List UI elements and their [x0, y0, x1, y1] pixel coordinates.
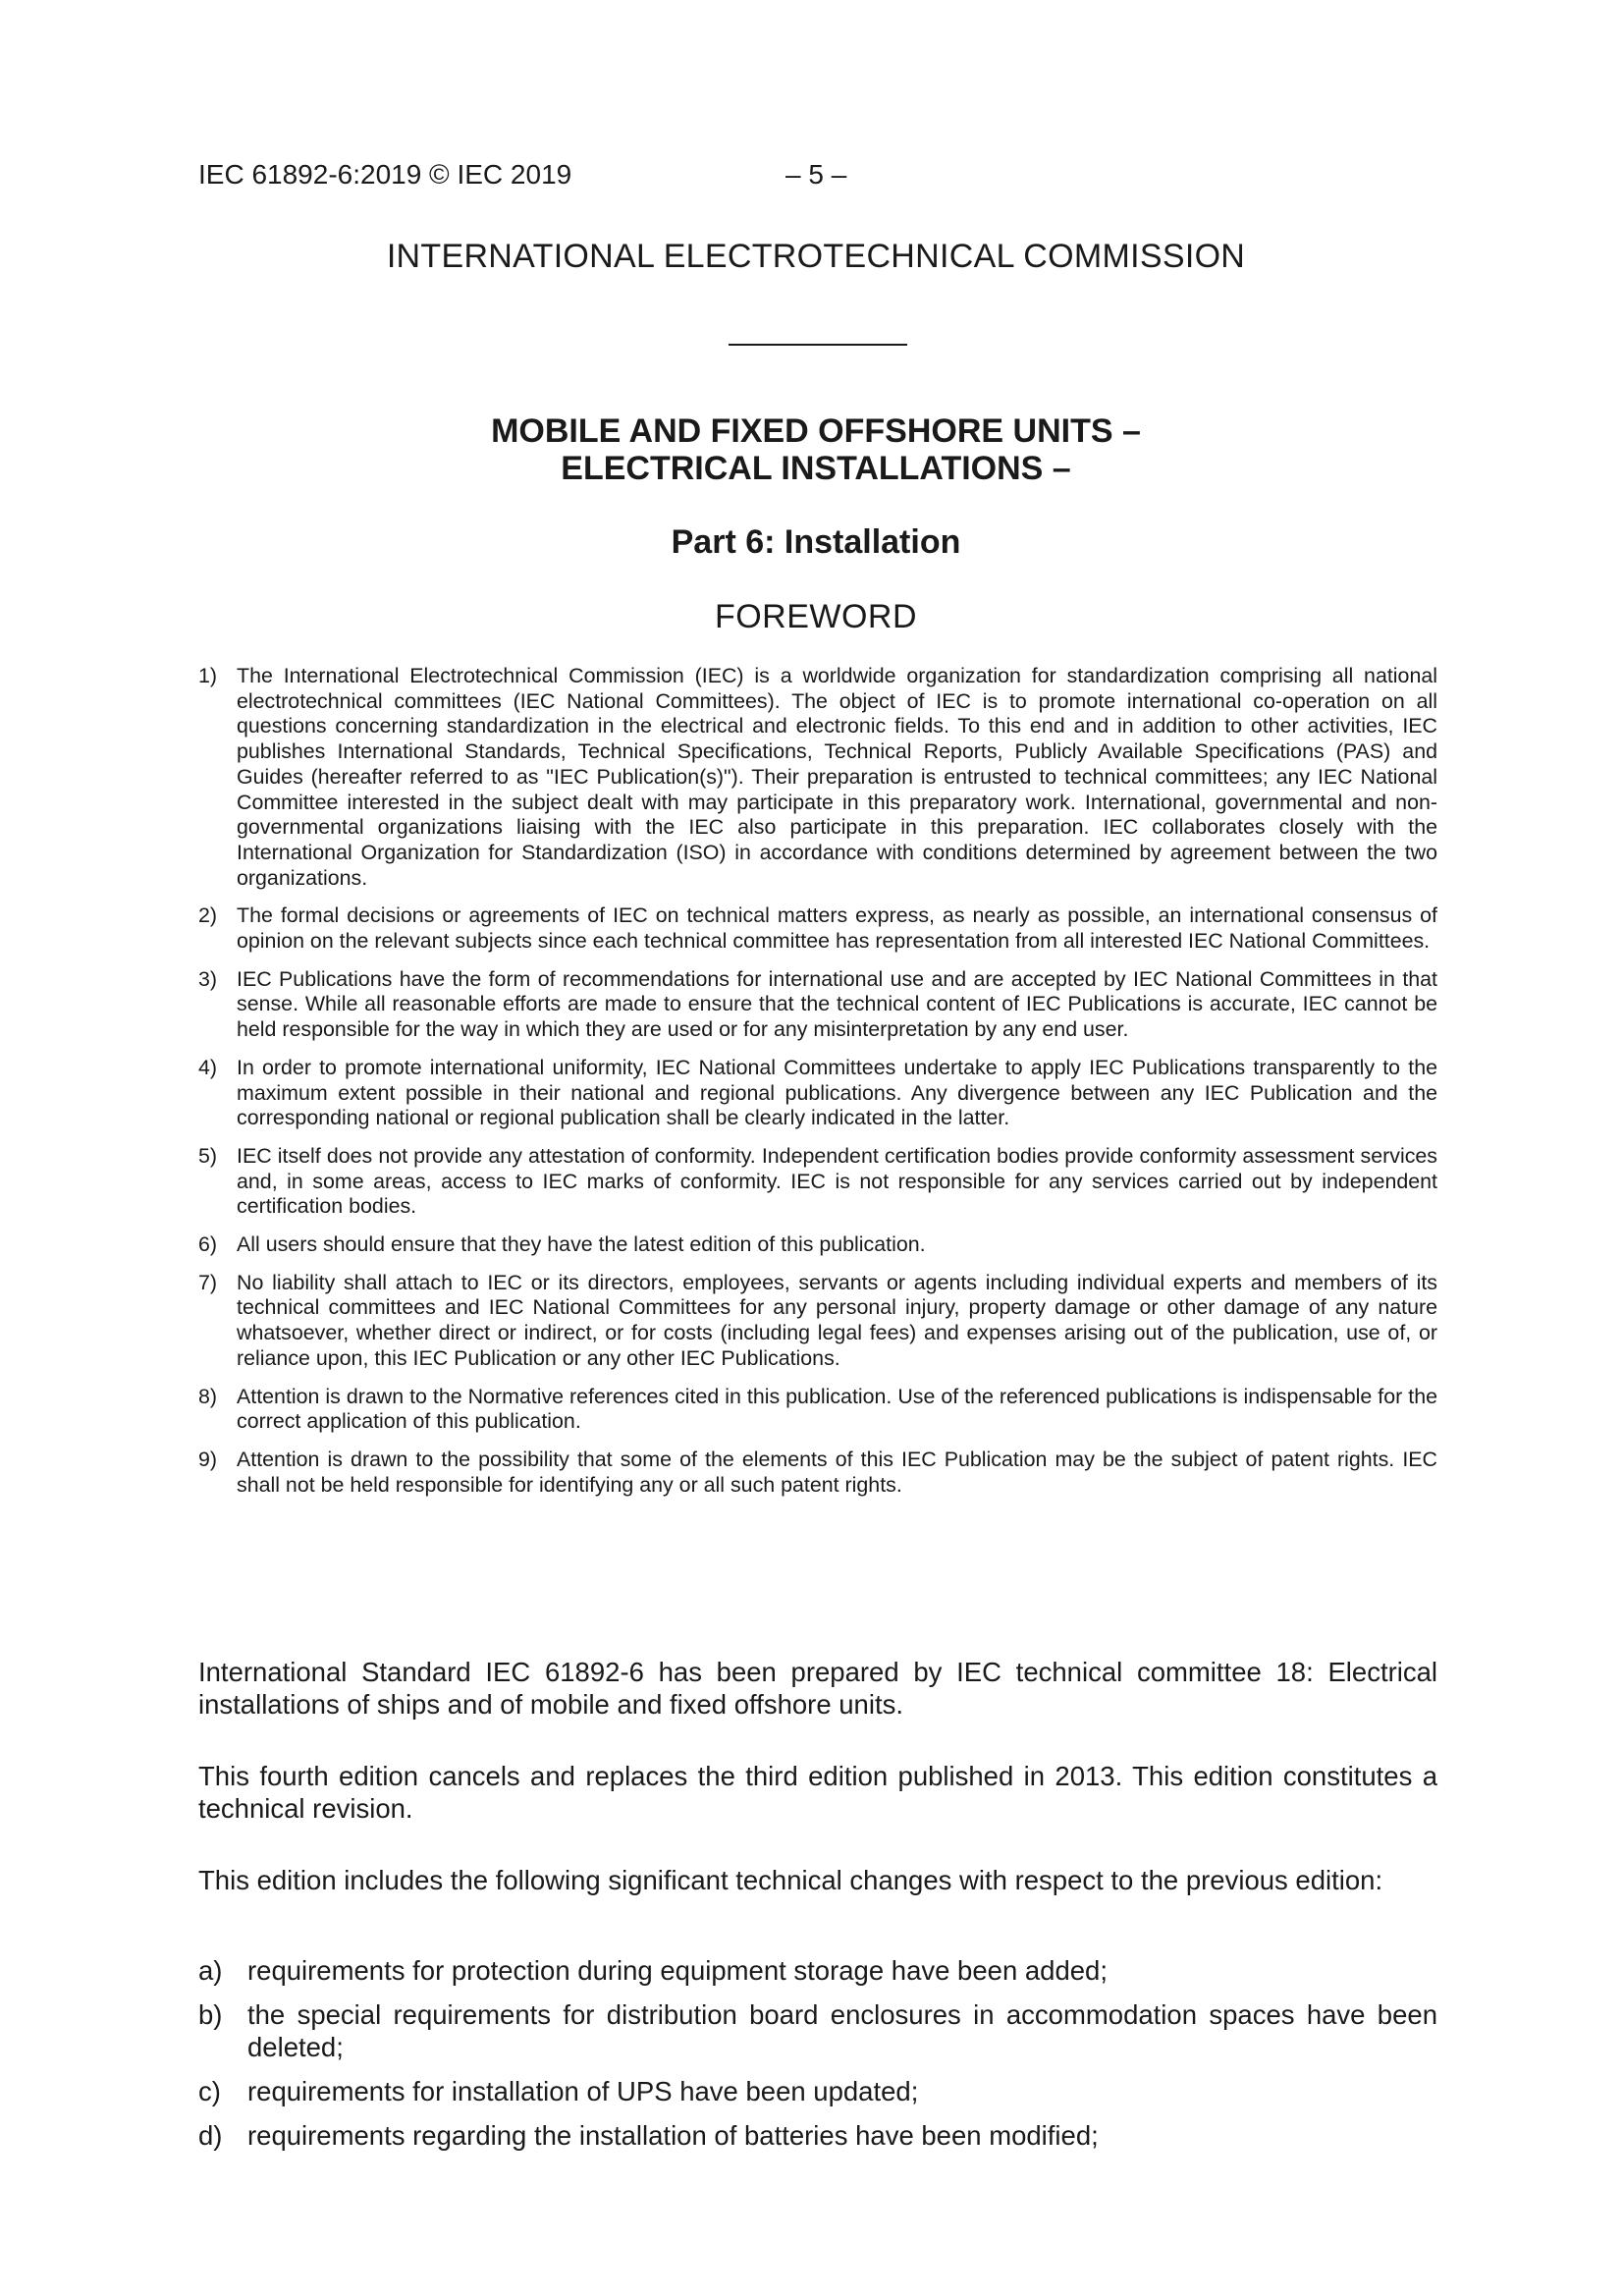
- changes-list: [198, 1954, 1437, 2163]
- item-letter: a): [198, 1955, 223, 1986]
- item-number: 5): [198, 1143, 218, 1168]
- foreword-item: [198, 903, 1437, 954]
- prepared-by-paragraph: International Standard IEC 61892-6 has been prepared by IEC technical committee 18: Electrical installations of ships and of mobile and fixed offshore units.: [198, 1657, 1437, 1720]
- item-number: 6): [198, 1232, 218, 1257]
- item-text: Attention is drawn to the possibility that some of the elements of this IEC Publication may be the subject of patent rights. IEC shall not be held responsible for identifying any or all such patent rights.: [237, 1447, 1437, 1497]
- foreword-item: [198, 664, 1437, 891]
- document-title: [0, 412, 1623, 487]
- foreword-item: [198, 1232, 1437, 1258]
- title-line-1: MOBILE AND FIXED OFFSHORE UNITS –: [491, 412, 1141, 450]
- foreword-item: [198, 1448, 1437, 1498]
- item-number: 4): [198, 1055, 218, 1079]
- organization-name: INTERNATIONAL ELECTROTECHNICAL COMMISSION: [386, 238, 1246, 275]
- foreword-item: [198, 1271, 1437, 1372]
- change-item: [198, 2075, 1437, 2107]
- item-text: No liability shall attach to IEC or its directors, employees, servants or agents including individual experts and members of its technical committees and IEC National Committees for any personal injury, property damage or other damage of any nature whatsoever, whether direct or indirect, or for costs (including legal fees) and expenses arising out of the publication, use of, or reliance upon, this IEC Publication or any other IEC Publications.: [237, 1270, 1437, 1370]
- foreword-item: [198, 1385, 1437, 1435]
- item-text: IEC itself does not provide any attestation of conformity. Independent certification bodies provide conformity assessment services and, in some areas, access to IEC marks of conformity. IEC is not responsible for any services carried out by independent certification bodies.: [237, 1143, 1437, 1219]
- part-title: Part 6: Installation: [671, 523, 961, 561]
- item-text: the special requirements for distribution board enclosures in accommodation spaces have been deleted;: [247, 1999, 1437, 2062]
- item-text: The International Electrotechnical Commission (IEC) is a worldwide organization for standardization comprising all national electrotechnical committees (IEC National Committees). The object of IEC is to promote international co-operation on all questions concerning standardization in the electrical and electronic fields. To this end and in addition to other activities, IEC publishes International Standards, Technical Specifications, Technical Reports, Publicly Available Specifications (PAS) and Guides (hereafter referred to as "IEC Publication(s)"). Their preparation is entrusted to technical committees; any IEC National Committee interested in the subject dealt with may participate in this preparatory work. International, governmental and non-governmental organizations liaising with the IEC also participate in this preparation. IEC collaborates closely with the International Organization for Standardization (ISO) in accordance with conditions determined by agreement between the two organizations.: [237, 664, 1437, 890]
- title-divider: [729, 344, 907, 346]
- item-number: 2): [198, 903, 218, 928]
- foreword-list: [198, 664, 1437, 1510]
- item-text: All users should ensure that they have the latest edition of this publication.: [237, 1232, 926, 1257]
- item-number: 8): [198, 1384, 218, 1408]
- item-text: requirements for protection during equipment storage have been added;: [247, 1955, 1108, 1986]
- item-letter: b): [198, 1999, 223, 2030]
- foreword-item: [198, 967, 1437, 1043]
- item-text: requirements for installation of UPS have been updated;: [247, 2076, 919, 2106]
- item-text: In order to promote international uniformity, IEC National Committees undertake to apply IEC Publications transparently to the maximum extent possible in their national and regional publications. Any divergence between any IEC Publication and the corresponding national or regional publication shall be clearly indicated in the latter.: [237, 1055, 1437, 1130]
- foreword-heading: FOREWORD: [714, 598, 918, 635]
- changes-intro-paragraph: This edition includes the following significant technical changes with respect to the previous edition:: [198, 1865, 1383, 1895]
- change-item: [198, 1954, 1437, 1987]
- item-number: 7): [198, 1270, 218, 1294]
- item-number: 3): [198, 966, 218, 991]
- item-text: The formal decisions or agreements of IEC on technical matters express, as nearly as possible, an international consensus of opinion on the relevant subjects since each technical committee has representation from all interested IEC National Committees.: [237, 903, 1437, 954]
- edition-paragraph: This fourth edition cancels and replaces the third edition published in 2013. This edition constitutes a technical revision.: [198, 1761, 1437, 1824]
- item-letter: c): [198, 2076, 221, 2106]
- document-id: IEC 61892-6:2019 © IEC 2019: [198, 159, 572, 190]
- item-number: 1): [198, 664, 218, 687]
- title-line-2: ELECTRICAL INSTALLATIONS –: [561, 450, 1071, 487]
- foreword-item: [198, 1056, 1437, 1131]
- change-item: [198, 1998, 1437, 2063]
- page-number: – 5 –: [785, 159, 847, 190]
- change-item: [198, 2119, 1437, 2152]
- item-letter: d): [198, 2120, 223, 2151]
- item-text: Attention is drawn to the Normative references cited in this publication. Use of the referenced publications is indispensable for the correct application of this publication.: [237, 1384, 1437, 1434]
- item-text: IEC Publications have the form of recommendations for international use and are accepted by IEC National Committees in that sense. While all reasonable efforts are made to ensure that the technical content of IEC Publications is accurate, IEC cannot be held responsible for the way in which they are used or for any misinterpretation by any end user.: [237, 966, 1437, 1042]
- item-text: requirements regarding the installation of batteries have been modified;: [247, 2120, 1099, 2151]
- item-number: 9): [198, 1447, 218, 1471]
- foreword-item: [198, 1144, 1437, 1220]
